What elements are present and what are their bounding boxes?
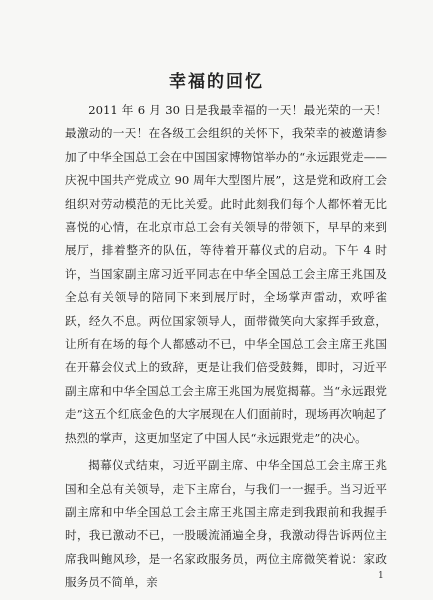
paragraph: 揭幕仪式结束，习近平副主席、中华全国总工会主席王兆国和全总有关领导，走下主席台，与我们一一握手。当习近平副主席和中华全国总工会主席王兆国主席走到我跟前和我握手时，我已激动不已，一股暖流涌遍全身，我激动得告诉两位主席我叫鲍风珍，是一名家政服务员，两位主席微笑着说：家政服务员不简单，亲: [65, 458, 387, 590]
page-number: 1: [378, 571, 384, 581]
document-body: [65, 99, 387, 595]
document-title: 幸福的回忆: [169, 72, 264, 92]
paragraph: 2011 年 6 月 30 日是我最幸福的一天！最光荣的一天！最激动的一天！在各级工会组织的关怀下，我荣幸的被邀请参加了中华全国总工会在中国国家博物馆举办的“永远跟党走——庆祝中国共产党成立 90 周年大型图片展”，这是党和政府工会组织对劳动模范的无比关爱。此时此刻我们每个人都怀着无比喜悦的心情，在北京市总工会有关领导的带领下，早早的来到展厅，排着整齐的队伍，等待着开幕仪式的启动。下午 4 时许，当国家副主席习近平同志在中华全国总工会主席王兆国及全总有关领导的陪同下来到展厅时，全场掌声雷动，欢呼雀跃，经久不息。两位国家领导人，面带微笑向大家挥手致意，让所有在场的每个人都感动不已，中华全国总工会主席王兆国在开幕会仪式上的致辞，更是让我们倍受鼓舞，即时，习近平副主席和中华全国总工会主席王兆国为展览揭幕。当“永远跟党走”这五个红底金色的大字展现在人们面前时，现场再次响起了热烈的掌声，这更加坚定了中国人民“永远跟党走”的决心。: [65, 103, 387, 445]
